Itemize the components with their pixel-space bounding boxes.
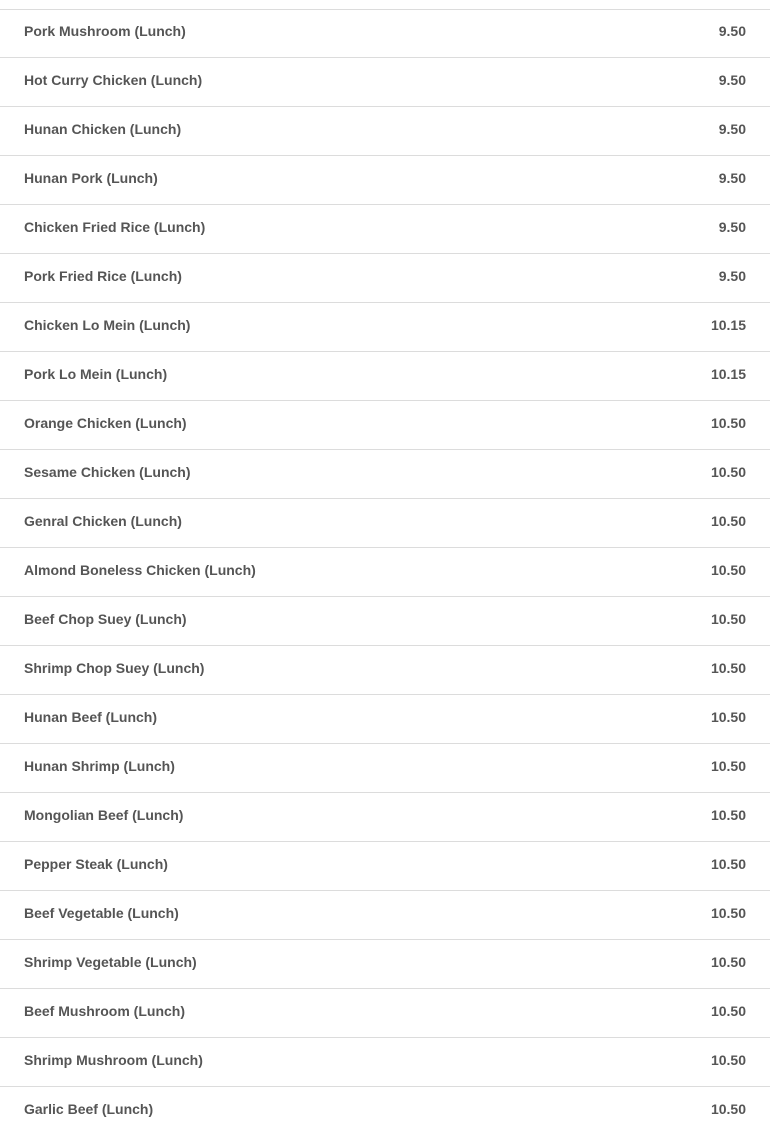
menu-item-name: Shrimp Mushroom (Lunch)	[24, 1052, 203, 1068]
menu-item-price: 10.50	[710, 954, 746, 970]
menu-item-name: Chicken Fried Rice (Lunch)	[24, 219, 206, 235]
menu-item-row[interactable]	[0, 303, 770, 352]
menu-item-row[interactable]	[0, 1038, 770, 1087]
menu-item-row[interactable]	[0, 107, 770, 156]
menu-item-price: 10.50	[710, 464, 746, 480]
menu-item-price: 10.50	[710, 611, 746, 627]
menu-item-price: 9.50	[718, 72, 746, 88]
menu-item-row[interactable]	[0, 793, 770, 842]
menu-item-name: Garlic Beef (Lunch)	[24, 1101, 154, 1117]
menu-item-name: Pork Lo Mein (Lunch)	[24, 366, 168, 382]
menu-item-price: 10.50	[710, 807, 746, 823]
menu-item-name: Pork Mushroom (Lunch)	[24, 23, 186, 39]
menu-item-price: 10.50	[710, 856, 746, 872]
menu-item-price: 10.50	[710, 562, 746, 578]
menu-item-name: Hunan Pork (Lunch)	[24, 170, 158, 186]
menu-item-price: 10.50	[710, 709, 746, 725]
menu-item-name: Shrimp Vegetable (Lunch)	[24, 954, 197, 970]
menu-item-row[interactable]	[0, 989, 770, 1038]
menu-item-price: 9.50	[718, 170, 746, 186]
menu-item-name: Beef Chop Suey (Lunch)	[24, 611, 187, 627]
menu-item-price: 10.15	[710, 366, 746, 382]
menu-item-name: Pork Fried Rice (Lunch)	[24, 268, 182, 284]
menu-item-name: Almond Boneless Chicken (Lunch)	[24, 562, 256, 578]
menu-item-name: Hunan Shrimp (Lunch)	[24, 758, 175, 774]
menu-item-price: 10.50	[710, 660, 746, 676]
menu-item-price: 10.50	[710, 905, 746, 921]
menu-item-row[interactable]	[0, 842, 770, 891]
menu-item-name: Mongolian Beef (Lunch)	[24, 807, 184, 823]
menu-item-name: Sesame Chicken (Lunch)	[24, 464, 191, 480]
menu-item-price: 10.50	[710, 513, 746, 529]
menu-item-row[interactable]	[0, 450, 770, 499]
menu-item-row[interactable]	[0, 597, 770, 646]
menu-item-price: 9.50	[718, 23, 746, 39]
menu-item-name: Beef Mushroom (Lunch)	[24, 1003, 185, 1019]
menu-item-row[interactable]	[0, 1087, 770, 1136]
menu-item-name: Beef Vegetable (Lunch)	[24, 905, 179, 921]
menu-item-row[interactable]	[0, 205, 770, 254]
menu-item-row[interactable]	[0, 499, 770, 548]
menu-item-row[interactable]	[0, 156, 770, 205]
menu-item-row[interactable]	[0, 548, 770, 597]
menu-item-price: 9.50	[718, 219, 746, 235]
menu-item-name: Genral Chicken (Lunch)	[24, 513, 182, 529]
menu-item-name: Hunan Chicken (Lunch)	[24, 121, 182, 137]
menu-item-row[interactable]	[0, 352, 770, 401]
menu-item-row[interactable]	[0, 744, 770, 793]
menu-item-row[interactable]	[0, 9, 770, 58]
menu-item-name: Orange Chicken (Lunch)	[24, 415, 187, 431]
menu-item-row[interactable]	[0, 401, 770, 450]
menu-item-name: Hunan Beef (Lunch)	[24, 709, 157, 725]
menu-item-name: Chicken Lo Mein (Lunch)	[24, 317, 191, 333]
menu-item-name: Pepper Steak (Lunch)	[24, 856, 168, 872]
menu-item-price: 10.50	[710, 415, 746, 431]
menu-item-row[interactable]	[0, 254, 770, 303]
menu-item-row[interactable]	[0, 646, 770, 695]
menu-item-price: 10.50	[710, 1052, 746, 1068]
menu-item-row[interactable]	[0, 58, 770, 107]
menu-item-price: 9.50	[718, 121, 746, 137]
menu-item-name: Hot Curry Chicken (Lunch)	[24, 72, 203, 88]
menu-item-price: 9.50	[718, 268, 746, 284]
menu-item-price: 10.50	[710, 1003, 746, 1019]
menu-item-price: 10.50	[710, 758, 746, 774]
menu-item-price: 10.50	[710, 1101, 746, 1117]
menu-item-row[interactable]	[0, 940, 770, 989]
menu-item-row[interactable]	[0, 891, 770, 940]
menu-item-price: 10.15	[710, 317, 746, 333]
menu-item-name: Shrimp Chop Suey (Lunch)	[24, 660, 205, 676]
menu-item-row[interactable]	[0, 695, 770, 744]
